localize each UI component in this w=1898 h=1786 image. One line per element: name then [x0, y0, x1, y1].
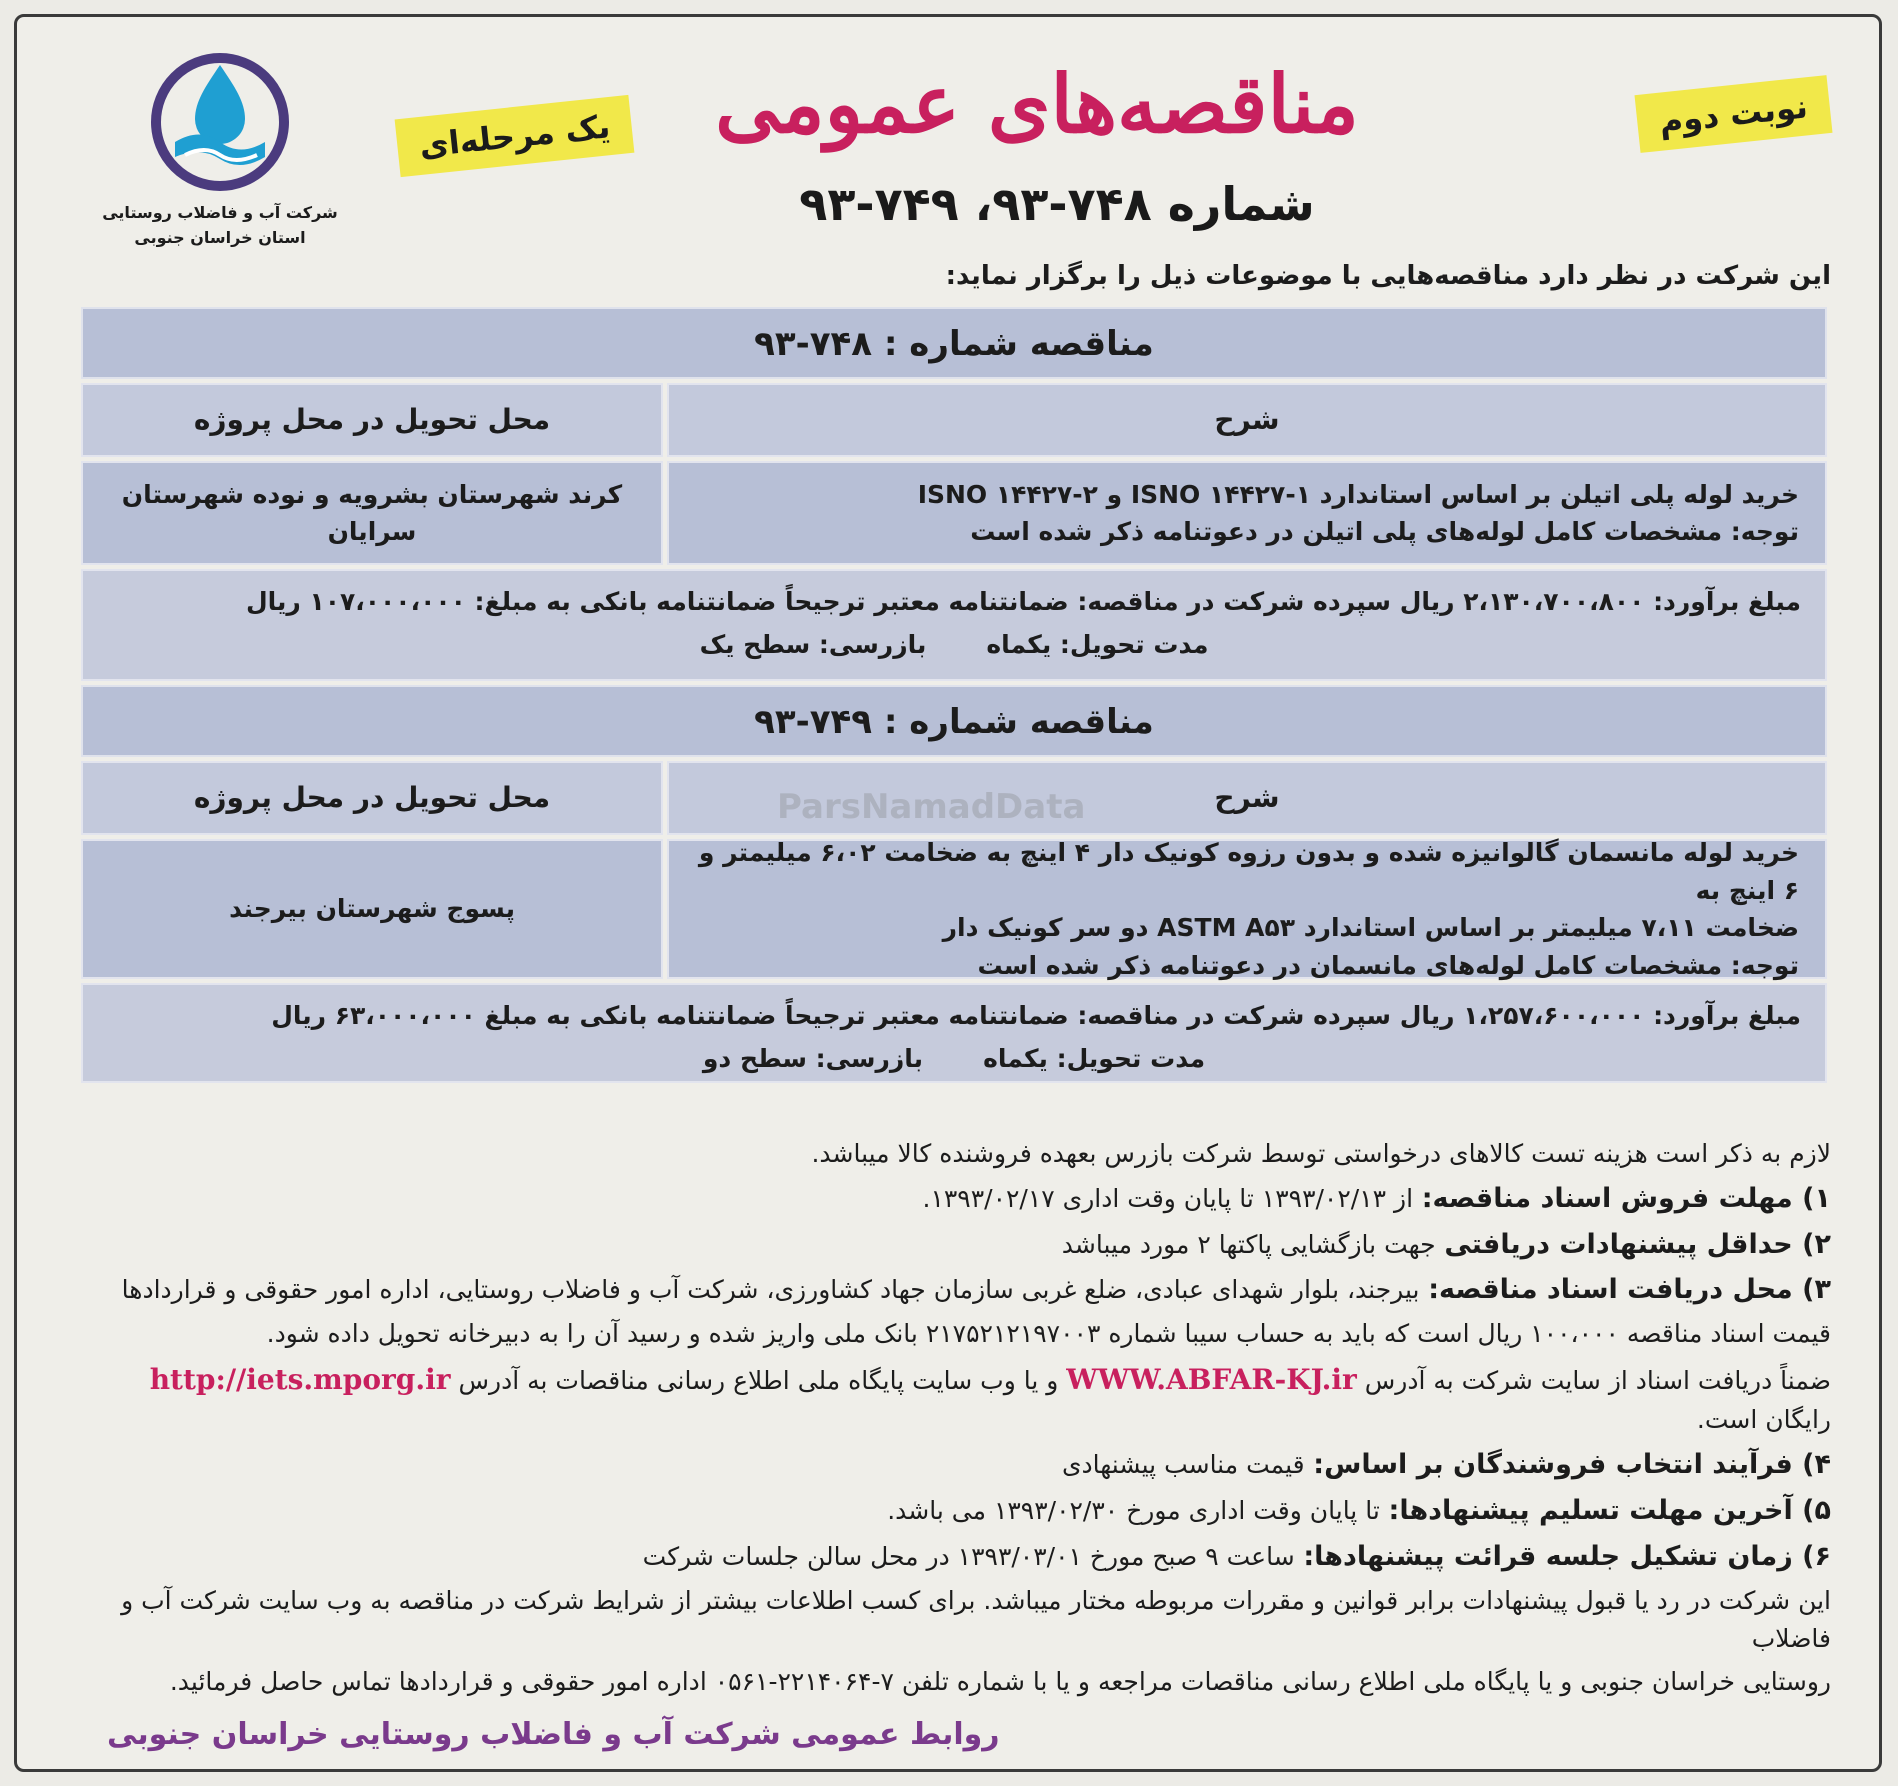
tender-1-duration: مدت تحویل: یکماه [986, 629, 1209, 659]
tender-2-estimate: مبلغ برآورد: ۱،۲۵۷،۶۰۰،۰۰۰ ریال سپرده شرکت در مناقصه: ضمانتنامه معتبر ترجیحاً ضمانتنامه بانکی به مبلغ ۶۳،۰۰۰،۰۰۰ ریال [271, 1001, 1801, 1030]
org-name-line2: استان خراسان جنوبی [134, 228, 306, 247]
desc-line: خرید لوله مانسمان گالوانیزه شده و بدون رزوه کونیک دار ۴ اینچ به ضخامت ۶،۰۲ میلیمتر و ۶ اینچ به [698, 838, 1799, 905]
closing-line-1: این شرکت در رد یا قبول پیشنهادات برابر قوانین و مقررات مربوطه مختار میباشد. برای کسب اطلاعات بیشتر از شرایط شرکت در مناقصه به وب سایت شرکت آب و فاضلاب [121, 1585, 1831, 1654]
tender-2-description [667, 839, 1827, 979]
condition-4-text: قیمت مناسب پیشنهادی [1061, 1450, 1305, 1480]
condition-1 [89, 1178, 1831, 1220]
conditions-section [89, 1135, 1831, 1706]
desc-line: توجه: مشخصات کامل لوله‌های پلی اتیلن در دعوتنامه ذکر شده است [970, 517, 1799, 546]
condition-3-download [89, 1358, 1831, 1440]
tender-1-description [667, 461, 1827, 565]
tender-2-inspection: بازرسی: سطح دو [702, 1043, 924, 1073]
condition-5-label: ۵) آخرین مهلت تسلیم پیشنهادها: [1388, 1495, 1831, 1527]
condition-1-text: از ۱۳۹۳/۰۲/۱۳ تا پایان وقت اداری ۱۳۹۳/۰۲/۱۷. [922, 1183, 1414, 1213]
col-location-header: محل تحویل در محل پروژه [81, 761, 663, 835]
download-text-a: ضمناً دریافت اسناد از سایت شرکت به آدرس [1364, 1366, 1831, 1396]
tender-numbers: شماره ۷۴۸-۹۳، ۷۴۹-۹۳ [799, 177, 1315, 231]
cost-note: لازم به ذکر است هزینه تست کالاهای درخواستی توسط شرکت بازرس بعهده فروشنده کالا میباشد. [811, 1139, 1831, 1168]
tender-1-row [81, 461, 1827, 565]
tender-2-title: مناقصه شماره : ۷۴۹-۹۳ [81, 685, 1827, 757]
desc-line: توجه: مشخصات کامل لوله‌های مانسمان در دعوتنامه ذکر شده است [977, 950, 1799, 980]
condition-4 [89, 1444, 1831, 1486]
condition-3-text: بیرجند، بلوار شهدای عبادی، ضلع غربی سازمان جهاد کشاورزی، شرکت آب و فاضلاب روستایی، اداره امور حقوقی و قراردادها [121, 1275, 1420, 1305]
tenders-table [81, 307, 1827, 1083]
condition-3-price: قیمت اسناد مناقصه ۱۰۰،۰۰۰ ریال است که باید به حساب سیبا شماره ۲۱۷۵۲۱۲۱۹۷۰۰۳ بانک ملی واریز شده و رسید آن را به دبیرخانه تحویل داده شود. [266, 1319, 1831, 1349]
tender-2-row [81, 839, 1827, 979]
org-name-line1: شرکت آب و فاضلاب روستایی [102, 203, 338, 222]
condition-4-label: ۴) فرآیند انتخاب فروشندگان بر اساس: [1313, 1449, 1831, 1481]
tender-2-duration: مدت تحویل: یکماه [983, 1043, 1206, 1073]
condition-2-label: ۲) حداقل پیشنهادات دریافتی [1444, 1228, 1831, 1260]
download-text-b: و یا وب سایت پایگاه ملی اطلاع رسانی مناقصات به آدرس [458, 1366, 1059, 1396]
condition-6-label: ۶) زمان تشکیل جلسه قرائت پیشنهادها: [1303, 1540, 1831, 1572]
iets-website-link[interactable]: http://iets.mporg.ir [149, 1363, 451, 1397]
company-website-link[interactable]: WWW.ABFAR-KJ.ir [1066, 1363, 1357, 1397]
desc-line: خرید لوله پلی اتیلن بر اساس استاندارد ۱-۱۴۴۲۷ ISNO و ۲-۱۴۴۲۷ ISNO [917, 479, 1799, 509]
header [17, 17, 1879, 277]
tender-1-inspection: بازرسی: سطح یک [699, 629, 927, 659]
condition-2 [89, 1224, 1831, 1266]
condition-1-label: ۱) مهلت فروش اسناد مناقصه: [1421, 1182, 1831, 1214]
desc-line: ضخامت ۷،۱۱ میلیمتر بر اساس استاندارد ASTM A۵۳ دو سر کونیک دار [942, 913, 1799, 942]
closing-line-2: روستایی خراسان جنوبی و یا پایگاه ملی اطلاع رسانی مناقصات مراجعه و یا با شماره تلفن ۷-۲۲۱۴۰۶۴-۰۵۶۱ اداره امور حقوقی و قراردادها تماس حاصل فرمائید. [169, 1667, 1831, 1697]
watermark: ParsNamadData [777, 787, 1086, 827]
condition-3-label: ۳) محل دریافت اسناد مناقصه: [1428, 1274, 1831, 1306]
col-location-header: محل تحویل در محل پروژه [81, 383, 663, 457]
company-logo [95, 47, 345, 247]
page-title: مناقصه‌های عمومی [715, 57, 1359, 151]
condition-5 [89, 1490, 1831, 1532]
col-description-header: شرح [667, 761, 1827, 835]
col-description-header: شرح [667, 383, 1827, 457]
tender-1-column-headers [81, 383, 1827, 457]
notice-page [14, 14, 1882, 1772]
condition-2-text: جهت بازگشایی پاکتها ۲ مورد میباشد [1061, 1229, 1436, 1259]
tender-1-title: مناقصه شماره : ۷۴۸-۹۳ [81, 307, 1827, 379]
tender-1-summary [81, 569, 1827, 681]
tender-2-summary [81, 983, 1827, 1083]
public-relations-signature: روابط عمومی شرکت آب و فاضلاب روستایی خراسان جنوبی [107, 1717, 1000, 1752]
single-stage-badge: یک مرحله‌ای [395, 95, 635, 177]
condition-3 [89, 1269, 1831, 1311]
second-round-badge: نوبت دوم [1634, 75, 1832, 153]
condition-6-text: ساعت ۹ صبح مورخ ۱۳۹۳/۰۳/۰۱ در محل سالن جلسات شرکت [642, 1541, 1295, 1571]
condition-5-text: تا پایان وقت اداری مورخ ۱۳۹۳/۰۲/۳۰ می باشد. [887, 1496, 1380, 1526]
condition-6 [89, 1536, 1831, 1578]
tender-2-location: پسوج شهرستان بیرجند [81, 839, 663, 979]
download-text-c: رایگان است. [1696, 1405, 1831, 1435]
water-drop-logo-icon [145, 47, 295, 197]
intro-text: این شرکت در نظر دارد مناقصه‌هایی با موضوعات ذیل را برگزار نماید: [945, 261, 1831, 291]
tender-1-location: کرند شهرستان بشرویه و نوده شهرستان سرایان [81, 461, 663, 565]
tender-1-estimate: مبلغ برآورد: ۲،۱۳۰،۷۰۰،۸۰۰ ریال سپرده شرکت در مناقصه: ضمانتنامه معتبر ترجیحاً ضمانتنامه بانکی به مبلغ: ۱۰۷،۰۰۰،۰۰۰ ریال [245, 587, 1801, 616]
